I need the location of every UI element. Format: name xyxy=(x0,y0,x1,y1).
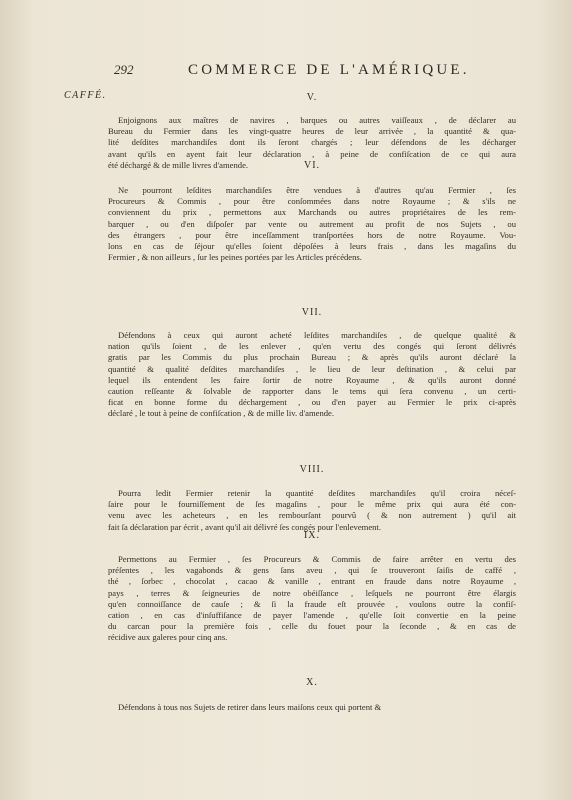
text-line: gratis par les Commis du plus prochain Bureau ; & après qu'ils auront déclaré la xyxy=(108,352,516,363)
text-line: lité deſdites marchandiſes dont ils ſeront chargés ; leur défendons de les décharger xyxy=(108,137,516,148)
text-line: Défendons à ceux qui auront acheté leſdites marchandiſes , de quelque qualité & xyxy=(118,330,516,340)
article-heading: VI. xyxy=(303,160,321,171)
article-7 xyxy=(108,307,516,420)
text-line: Bureau du Fermier dans les vingt-quatre heures de leur arrivée , la quantité & qua- xyxy=(108,126,516,137)
text-line: Pourra ledit Fermier retenir la quantité deſdites marchandiſes qu'il croira néceſ- xyxy=(118,488,516,498)
text-line: déclaré , le tout à peine de confiſcation , & de mille liv. d'amende. xyxy=(108,408,335,419)
text-line: pays , terres & ſeigneuries de notre obéiſſance , leſquels ne pourront être élargis xyxy=(108,587,516,598)
article-9 xyxy=(108,530,516,644)
article-8 xyxy=(108,464,516,533)
text-line: avant qu'ils en ayent fait leur déclaration , à peine de confiſcation de ce qui aura xyxy=(108,148,516,159)
text-line: Fermier , & non ailleurs , ſur les peines portées par les Articles précédens. xyxy=(108,252,362,263)
text-line: Enjoignons aux maîtres de navires , barques ou autres vaiſſeaux , de déclarer au xyxy=(118,115,516,125)
article-heading: X. xyxy=(306,677,318,688)
article-heading: IX. xyxy=(303,530,321,541)
text-line: caution reſſeante & ſolvable de rapporter dans le tems qui ſera convenu , un certi- xyxy=(108,386,516,397)
text-line: cation , en cas d'inſuffiſance de payer l'amende , qu'elle ſoit convertie en la peine xyxy=(108,610,516,621)
text-line: ſaire pour le fourniſſement de ſes magaſins , pour le même prix qui aura été con- xyxy=(108,499,516,510)
text-line: récidive aux galeres pour cinq ans. xyxy=(108,632,228,643)
text-line: Ne pourront leſdites marchandiſes être vendues à d'autres qu'au Fermier , ſes xyxy=(118,185,516,195)
running-head xyxy=(114,62,512,79)
article-6 xyxy=(108,160,516,263)
text-line: conviennent du prix , permettons aux Marchands ou autres propriétaires de les rem- xyxy=(108,207,516,218)
text-line: préſentes , les vagabonds & gens ſans aveu , qui ſe trouveront ſaiſis de caffé , xyxy=(108,565,516,576)
article-text xyxy=(108,488,516,533)
text-line: lons en cas de ſéjour qu'elles ſoient dépoſées à leurs frais , dans les magaſins du xyxy=(108,241,516,252)
text-line: barquer , ou d'en diſpoſer par vente ou autrement au profit de nos Sujets , ou xyxy=(108,218,516,229)
text-line: qu'en connoiſſance de cauſe ; & ſi la fraude eſt prouvée , voulons outre la confiſ- xyxy=(108,598,516,609)
article-heading: VII. xyxy=(301,307,323,318)
text-line: Permettons au Fermier , ſes Procureurs & Commis de faire arrêter en vertu des xyxy=(118,554,516,564)
text-line: venu avec les acheteurs , en les rembourſant pourvû ( & non autrement ) qu'il ait xyxy=(108,510,516,521)
text-line: du carcan pour la première fois , celle du fouet pour la ſeconde , & en cas de xyxy=(108,621,516,632)
text-line: nation qu'ils ſoient , de les enlever , qu'en vertu des congés qui ſeront délivrés xyxy=(108,341,516,352)
article-heading: V. xyxy=(306,92,318,103)
text-line: Défendons à tous nos Sujets de retirer dans leurs maiſons ceux qui portent & xyxy=(118,702,382,712)
page-number: 292 xyxy=(114,62,134,77)
article-text xyxy=(108,702,516,713)
text-line: lequel ils entendent les faire ſortir de notre Royaume , & qu'ils auront donné xyxy=(108,374,516,385)
text-line: quantité & qualité deſdites marchandiſes , le lieu de leur deſtination , & celui par xyxy=(108,363,516,374)
text-line: thé , ſorbec , chocolat , cacao & vanille , entrant en fraude dans notre Royaume , xyxy=(108,576,516,587)
article-text xyxy=(108,330,516,420)
text-line: ficat en bonne forme du déchargement , ou d'en payer au Fermier le prix ci-après xyxy=(108,397,516,408)
text-line: des étrangers , pour être inceſſamment tranſportées hors de notre Royaume. Vou- xyxy=(108,229,516,240)
text-line: fait ſa déclaration par écrit , avant qu'il ait délivré ſes congés pour l'enlevement. xyxy=(108,521,381,532)
article-text xyxy=(108,554,516,644)
article-text xyxy=(108,185,516,263)
text-line: été déchargé & de mille livres d'amende. xyxy=(108,159,249,170)
article-10 xyxy=(108,677,516,713)
article-heading: VIII. xyxy=(299,464,325,475)
margin-note: CAFFÉ. xyxy=(64,90,107,101)
text-line: Procureurs & Commis , pour être conſommées dans notre Royaume ; & s'ils ne xyxy=(108,196,516,207)
running-title: COMMERCE DE L'AMÉRIQUE. xyxy=(188,62,470,78)
